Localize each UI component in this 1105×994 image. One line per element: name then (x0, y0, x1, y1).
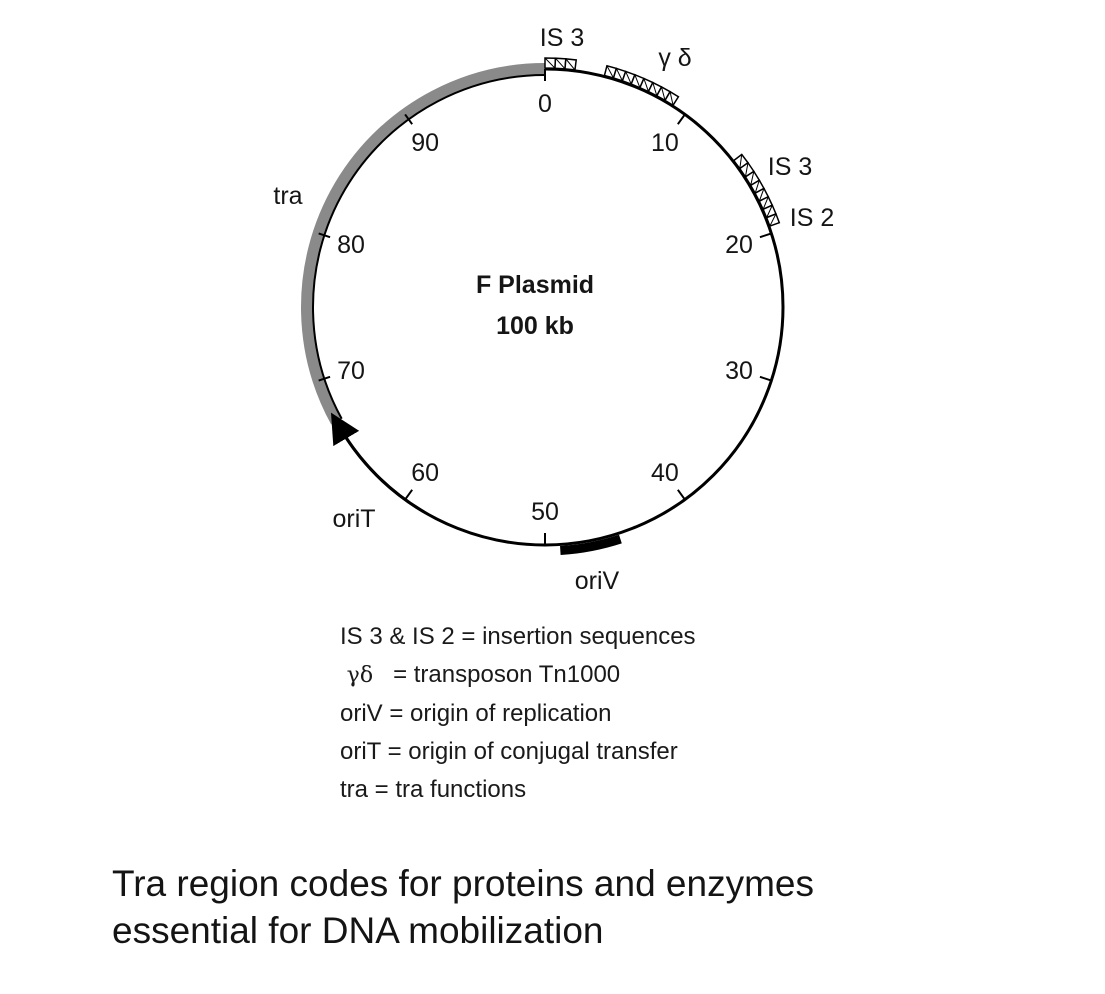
caption-line-2: essential for DNA mobilization (112, 910, 604, 951)
region-tra-label: tra (273, 182, 303, 210)
tick-label-0: 0 (538, 90, 552, 118)
legend-text: = tra functions (368, 776, 527, 803)
legend-row-transposon (340, 656, 696, 695)
plasmid-name: F Plasmid (475, 271, 595, 299)
label-layer (273, 24, 834, 595)
tick-label-80: 80 (337, 231, 365, 259)
tick-label-90: 90 (411, 129, 440, 157)
element-is-2-3-label: IS 2 (789, 204, 835, 232)
element-is-3-2-label: IS 3 (767, 153, 813, 181)
element-gamma-delta-1-label: γ δ (658, 44, 692, 72)
tick-label-30: 30 (725, 357, 753, 385)
legend (340, 618, 696, 809)
tick-40 (678, 490, 685, 500)
tick-label-50: 50 (531, 498, 559, 526)
tick-60 (405, 490, 412, 500)
element-is-3-0-label: IS 3 (539, 24, 585, 52)
region-orit-label: oriT (332, 505, 376, 533)
legend-symbol: tra (340, 776, 369, 803)
legend-text: = transposon Tn1000 (373, 661, 621, 688)
element-is-3-0 (545, 58, 576, 70)
legend-symbol: oriV (340, 700, 383, 727)
legend-text: = insertion sequences (454, 623, 696, 650)
legend-text: = origin of replication (382, 700, 612, 727)
legend-symbol: oriT (340, 738, 381, 765)
tick-30 (760, 377, 771, 381)
tick-label-60: 60 (411, 459, 440, 487)
caption (112, 860, 814, 954)
tick-layer (319, 69, 772, 545)
tick-10 (678, 114, 685, 124)
tick-20 (760, 233, 771, 237)
region-layer (307, 69, 620, 551)
legend-row-insertion-sequences (340, 618, 696, 656)
legend-symbol: γδ (346, 663, 374, 688)
region-oriv-label: oriV (574, 567, 620, 595)
tick-label-10: 10 (650, 129, 679, 157)
tick-label-20: 20 (725, 231, 753, 259)
tick-label-70: 70 (337, 357, 365, 385)
tick-label-40: 40 (650, 459, 679, 487)
legend-row-oriV (340, 695, 696, 733)
legend-text: = origin of conjugal transfer (380, 738, 678, 765)
legend-row-oriT (340, 733, 696, 771)
legend-row-tra (340, 771, 696, 809)
legend-symbol: IS 3 & IS 2 (340, 623, 455, 650)
plasmid-size: 100 kb (496, 312, 574, 340)
caption-line-1: Tra region codes for proteins and enzymes (112, 863, 814, 904)
